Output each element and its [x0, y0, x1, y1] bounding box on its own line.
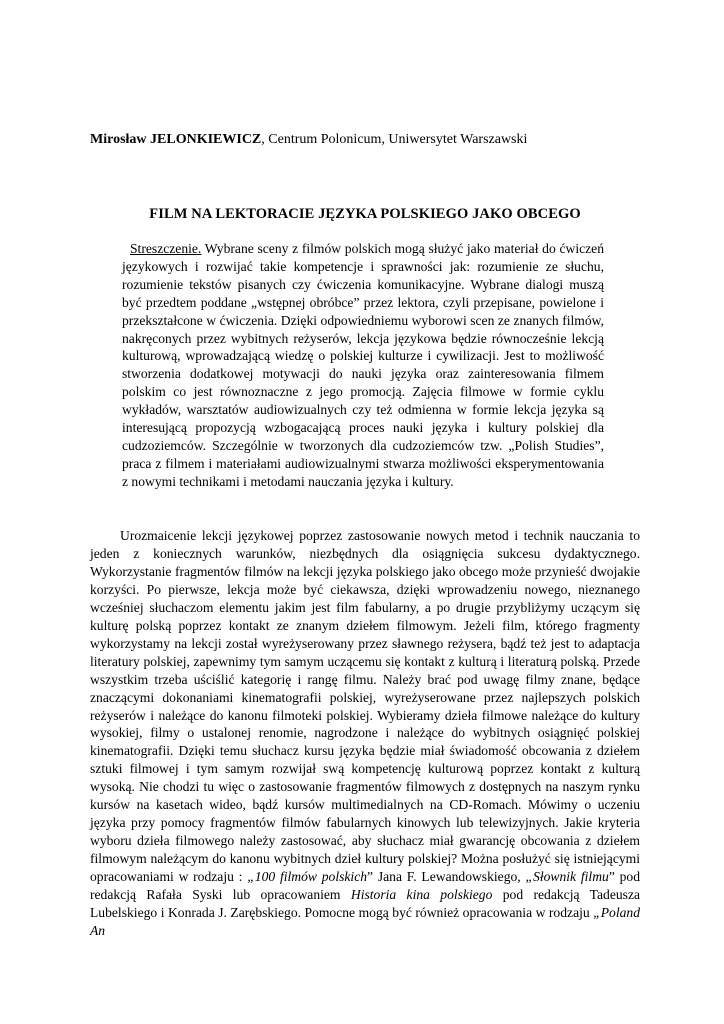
- body-text: ” Jana F. Lewandowskiego,: [367, 869, 526, 885]
- body-paragraph: [90, 527, 640, 940]
- abstract: [122, 240, 604, 491]
- body-text: ” pod redakcją Rafała Syski lub opracowaniem: [90, 869, 641, 903]
- author-affiliation: , Centrum Polonicum, Uniwersytet Warszawski: [261, 132, 528, 147]
- author-line: [90, 130, 650, 150]
- paper-title: FILM NA LEKTORACIE JĘZYKA POLSKIEGO JAKO OBCEGO: [149, 206, 581, 222]
- reference-title: Historia kina polskiego: [350, 887, 493, 903]
- body-text: Urozmaicenie lekcji językowej poprzez zastosowanie nowych metod i technik nauczania to jeden z koniecznych warunków, niezbędnych dla osiągnięcia sukcesu dydaktycznego. Wykorzystanie fragmentów filmów na lekcji języka polskiego jako obcego może przynieść dwojakie korzyści. Po pierwsze, lekcja może być ciekawsza, dzięki wprowadzeniu nowego, nieznanego wcześniej słuchaczom elementu jakim jest film fabularny, a po drugie przybliżymy uczącym się kulturę polską poprzez kontakt ze znanym dziełem filmowym. Jeżeli film, którego fragmenty wykorzystamy na lekcji został wyreżyserowany przez sławnego reżysera, bądź też jest to adaptacja literatury polskiej, zapewnimy tym samym uczącemu się kontakt z kulturą i literaturą polską. Przede wszystkim trzeba uściślić kategorię i rangę filmu. Należy brać pod uwagę filmy znane, będące znaczącymi dokonaniami kinematografii polskiej, wyreżyserowane przez najlepszych polskich reżyserów i należące do kanonu filmoteki polskiej. Wybieramy dzieła filmowe należące do kultury wysokiej, filmy o ustalonej renomie, nagrodzone i należące do wybitnych osiągnięć polskiej kinematografii. Dzięki temu słuchacz kursu języka będzie miał świadomość obcowania z dziełem sztuki filmowej i tym samym rozwijał swą kompetencję kulturową poprzez kontakt z kulturą wysoką. Nie chodzi tu więc o zastosowanie fragmentów filmowych z dostępnych na naszym rynku kursów na kasetach wideo, bądź kursów multimedialnych na CD-Romach. Mówimy o uczeniu języka przy pomocy fragmentów filmów fabularnych kinowych lub telewizyjnych. Jakie kryteria wyboru dzieła filmowego należy zastosować, aby słuchacz miał gwarancję obcowania z dziełem filmowym należącym do kanonu wybitnych dzieł kultury polskiej? Można posłużyć się istniejącymi opracowaniami w rodzaju :: [90, 528, 640, 885]
- reference-title: „Poland An: [90, 905, 640, 938]
- reference-title: „Słownik filmu: [525, 869, 609, 885]
- author-name: Mirosław JELONKIEWICZ: [90, 132, 262, 147]
- body-text: pod redakcją Tadeusza Lubelskiego i Konrada J. Zarębskiego. Pomocne mogą być również opracowania w rodzaju: [90, 887, 641, 921]
- abstract-label: Streszczenie.: [130, 241, 202, 256]
- reference-title: „100 filmów polskich: [247, 869, 368, 885]
- abstract-text: Wybrane sceny z filmów polskich mogą służyć jako materiał do ćwiczeń językowych i rozwijać takie kompetencje i sprawności jak: rozumienie ze słuchu, rozumienie tekstów pisanych czy ćwiczenia komunikacyjne. Wybrane dialogi muszą być przedtem poddane „wstępnej obróbce” przez lektora, czyli przepisane, powielone i przekształcone w ćwiczenia. Dzięki odpowiedniemu wyborowi scen ze znanych filmów, nakręconych przez wybitnych reżyserów, lekcja językowa będzie równocześnie lekcją kulturową, wprowadzającą wiedzę o polskiej kulturze i cywilizacji. Jest to możliwość stworzenia dodatkowej motywacji do nauki języka oraz zainteresowania filmem polskim co jest równoznaczne z jego promocją. Zajęcia filmowe w formie cyklu wykładów, warsztatów audiowizualnych czy też odmienna w formie lekcja języka są interesującą propozycją wzbogacającą proces nauki języka i kultury polskiej dla cudzoziemców. Szczególnie w tworzonych dla cudzoziemców tzw. „Polish Studies”, praca z filmem i materiałami audiowizualnymi stwarza możliwości eksperymentowania z nowymi technikami i metodami nauczania języka i kultury.: [122, 241, 604, 489]
